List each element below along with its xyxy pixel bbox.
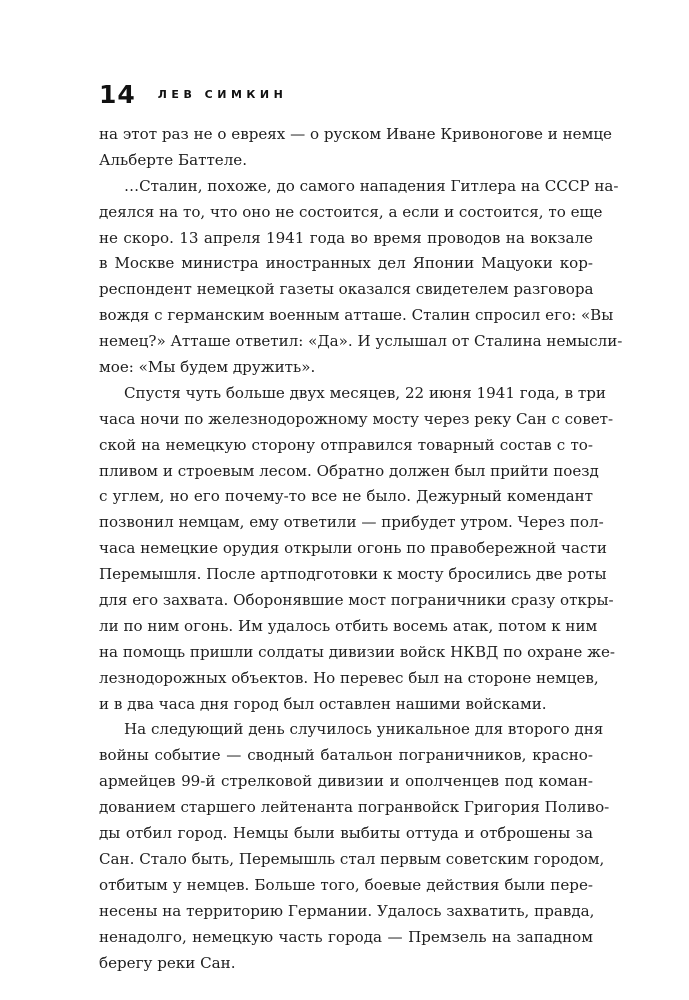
paragraph [99, 717, 610, 976]
paragraph [99, 122, 612, 174]
text-line: армейцев 99-й стрелковой дивизии и ополченцев под коман- [99, 772, 593, 791]
text-line: с углем, но его почему-то все не было. Дежурный комендант [99, 487, 593, 506]
text-line: …Сталин, похоже, до самого нападения Гитлера на СССР на- [124, 176, 619, 195]
text-line: часа немецкие орудия открыли огонь по правобережной части [99, 539, 607, 558]
text-line: ской на немецкую сторону отправился товарный состав с то- [99, 435, 593, 454]
text-line: несены на территорию Германии. Удалось захватить, правда, [99, 901, 595, 920]
text-line: деялся на то, что оно не состоится, а если и состоится, то еще [99, 202, 603, 221]
text-line: берегу реки Сан. [99, 953, 236, 972]
text-line: На следующий день случилось уникальное для второго дня [124, 720, 604, 739]
text-line: ды отбил город. Немцы были выбиты оттуда и отброшены за [99, 824, 593, 843]
text-line: в Москве министра иностранных дел Японии Мацуоки кор- [99, 254, 593, 273]
page-number: 14 [99, 79, 136, 109]
text-line: пливом и строевым лесом. Обратно должен был прийти поезд [99, 461, 599, 480]
running-head-author: ЛЕВ СИМКИН [157, 87, 288, 101]
running-header [99, 76, 287, 112]
text-line: лезнодорожных объектов. Но перевес был на стороне немцев, [99, 668, 599, 687]
text-line: Альберте Баттеле. [99, 150, 248, 169]
text-line: на этот раз не о евреях — о руском Иване Кривоногове и немце [99, 125, 612, 143]
text-line: Перемышля. После артподготовки к мосту бросились две роты [99, 565, 607, 584]
text-line: мое: «Мы будем дружить». [99, 358, 316, 377]
text-line: Спустя чуть больше двух месяцев, 22 июня 1941 года, в три [124, 383, 606, 402]
text-line: отбитым у немцев. Больше того, боевые действия были пере- [99, 875, 593, 894]
text-line: часа ночи по железнодорожному мосту через реку Сан с совет- [99, 409, 614, 428]
text-line: для его захвата. Оборонявшие мост пограничники сразу откры- [99, 591, 614, 610]
text-line: позвонил немцам, ему ответили — прибудет утром. Через пол- [99, 513, 604, 532]
text-line: ли по ним огонь. Им удалось отбить восемь атак, потом к ним [99, 616, 598, 635]
text-line: не скоро. 13 апреля 1941 года во время проводов на вокзале [99, 228, 593, 247]
text-line: и в два часа дня город был оставлен нашими войсками. [99, 694, 547, 713]
text-line: войны событие — сводный батальон пограничников, красно- [99, 746, 593, 765]
text-line: респондент немецкой газеты оказался свидетелем разговора [99, 280, 594, 299]
text-line: ненадолго, немецкую часть города — Премзель на западном [99, 927, 593, 946]
paragraph [99, 174, 623, 381]
text-line: Сан. Стало быть, Перемышль стал первым советским городом, [99, 849, 605, 868]
paragraph [99, 381, 616, 718]
text-line: вождя с германским военным атташе. Сталин спросил его: «Вы [99, 306, 614, 325]
text-line: дованием старшего лейтенанта погранвойск Григория Поливо- [99, 798, 610, 817]
body-text [99, 122, 623, 976]
text-line: на помощь пришли солдаты дивизии войск НКВД по охране же- [99, 642, 616, 661]
text-line: немец?» Атташе ответил: «Да». И услышал от Сталина немысли- [99, 332, 623, 351]
